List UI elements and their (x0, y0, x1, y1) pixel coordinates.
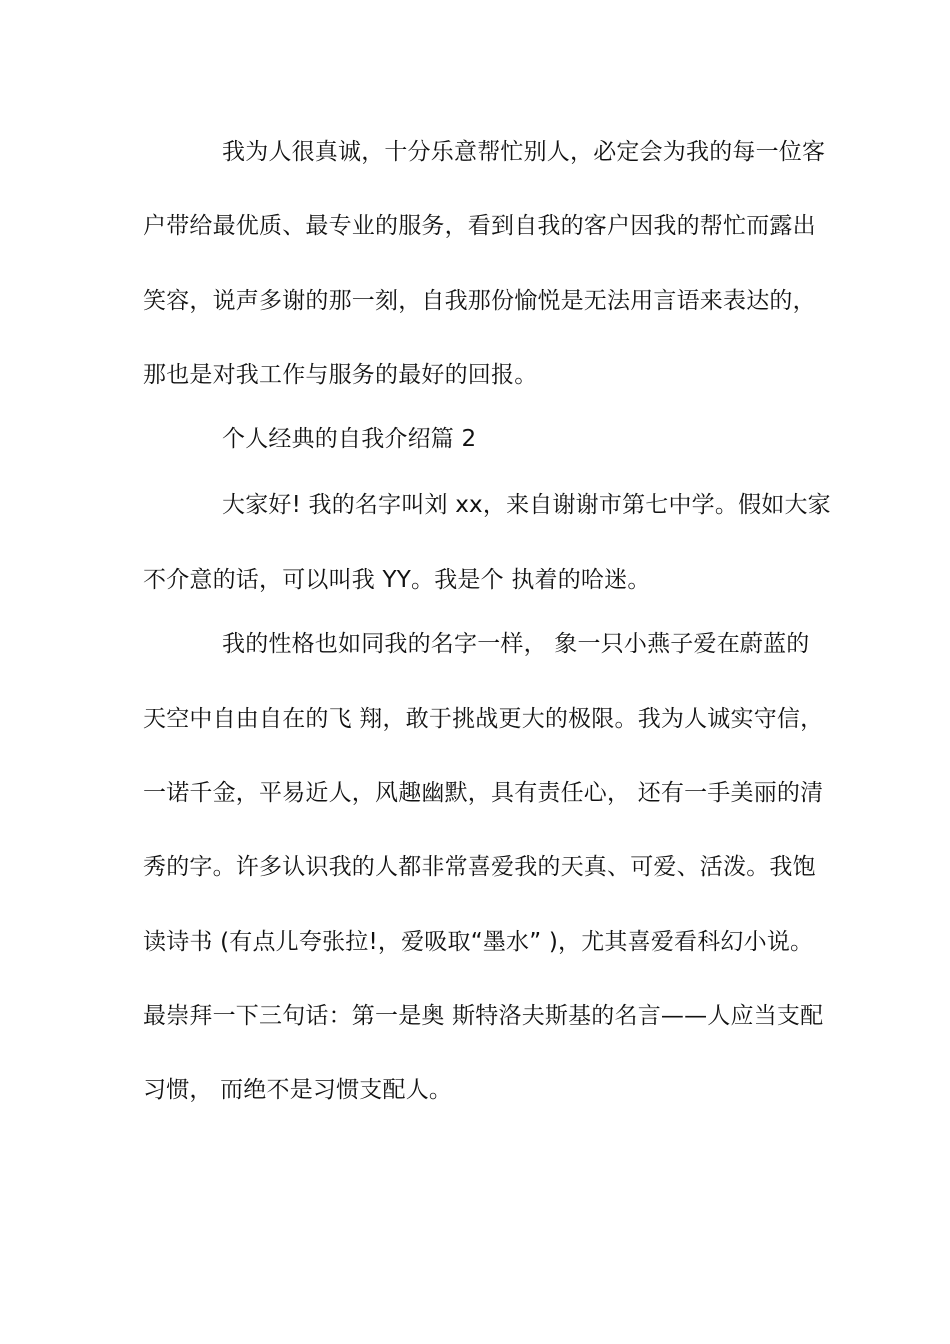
paragraph-line-4: 那也是对我工作与服务的最好的回报。 (143, 362, 538, 388)
paragraph-line-1: 我为人很真诚，十分乐意帮忙别人，必定会为我的每一位客 (222, 139, 826, 165)
paragraph-line-5: 大家好! 我的名字叫刘 xx，来自谢谢市第七中学。假如大家 (222, 492, 831, 518)
paragraph-line-6: 不介意的话，可以叫我 YY。我是个 执着的哈迷。 (143, 567, 651, 593)
paragraph-line-8: 天空中自由自在的飞 翔，敢于挑战更大的极限。我为人诚实守信， (143, 706, 824, 732)
paragraph-line-12: 最崇拜一下三句话：第一是奥 斯特洛夫斯基的名言——人应当支配 (143, 1003, 824, 1029)
paragraph-line-13: 习惯， 而绝不是习惯支配人。 (143, 1077, 453, 1103)
paragraph-line-3: 笑容，说声多谢的那一刻，自我那份愉悦是无法用言语来表达的， (143, 288, 816, 314)
paragraph-line-9: 一诺千金，平易近人，风趣幽默，具有责任心， 还有一手美丽的清 (143, 780, 824, 806)
paragraph-line-2: 户带给最优质、最专业的服务，看到自我的客户因我的帮忙而露出 (143, 213, 816, 239)
paragraph-line-11: 读诗书 (有点儿夸张拉!，爱吸取“墨水” )，尤其喜爱看科幻小说。 (143, 929, 814, 955)
section-heading: 个人经典的自我介绍篇 2 (222, 426, 477, 452)
paragraph-line-7: 我的性格也如同我的名字一样， 象一只小燕子爱在蔚蓝的 (222, 631, 810, 657)
paragraph-line-10: 秀的字。许多认识我的人都非常喜爱我的天真、可爱、活泼。我饱 (143, 854, 816, 880)
